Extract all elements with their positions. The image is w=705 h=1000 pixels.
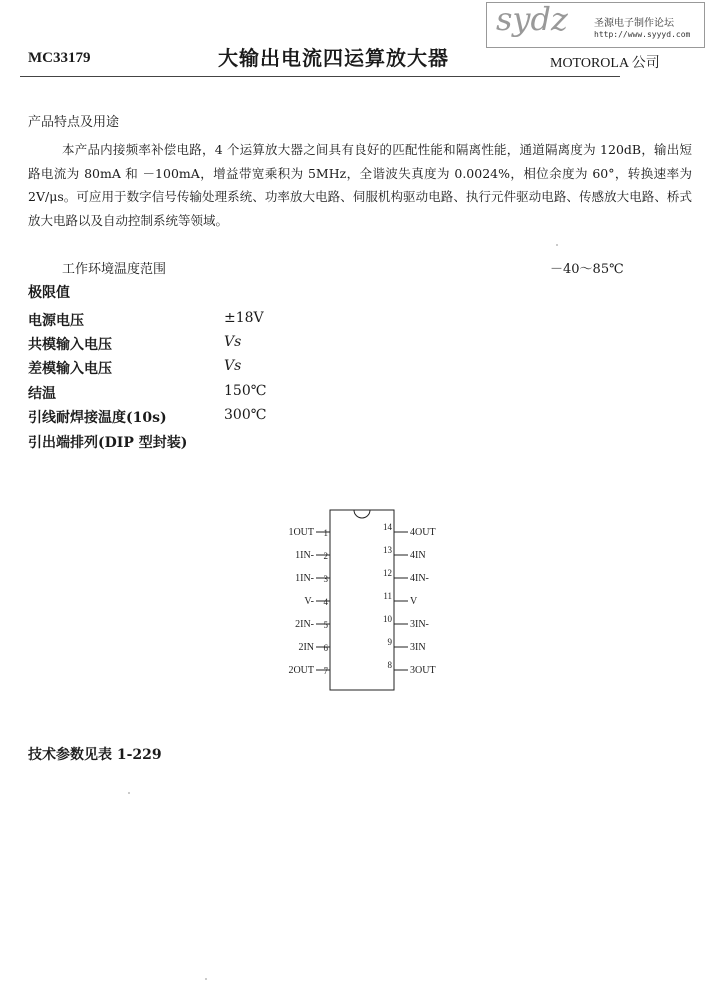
pin-label: 3OUT [410,665,436,676]
pin-number: 3 [323,574,328,584]
temp-range-value: －40～85℃ [550,262,624,277]
pin-number: 11 [383,591,392,601]
parameter-table-reference: 技术参数见表 1-229 [28,747,162,763]
features-heading: 产品特点及用途 [28,115,120,130]
limit-value-common-mode: Vs [224,334,242,350]
scan-speck [128,792,130,794]
pinout-heading: 引出端排列(DIP 型封装) [28,435,188,451]
pin-label: 4OUT [410,527,436,538]
pin-label: V- [304,596,314,607]
pin-label: 2OUT [288,665,314,676]
limit-label-common-mode: 共模输入电压 [28,337,112,353]
watermark-url: http://www.syyyd.com [594,30,691,39]
pin-number: 9 [387,637,392,647]
limit-value-supply-voltage: ±18V [224,310,264,326]
manufacturer: MOTOROLA 公司 [550,56,660,71]
limits-heading: 极限值 [28,285,70,301]
scan-speck [205,978,207,980]
limit-label-junction-temp: 结温 [28,386,56,402]
watermark-logo: sydz [496,0,568,38]
pin-label: V [410,596,418,607]
limit-label-differential: 差模输入电压 [28,361,112,377]
page-title: 大输出电流四运算放大器 [218,46,449,70]
pin-label: 1OUT [288,527,314,538]
pin-number: 13 [383,545,392,555]
temp-range-label: 工作环境温度范围 [62,262,167,277]
pin-label: 1IN- [295,550,314,561]
header-rule [20,76,620,77]
pin-number: 5 [323,620,328,630]
pin-label: 1IN- [295,573,314,584]
pin-number: 12 [383,568,392,578]
limit-label-solder-temp: 引线耐焊接温度(10s) [28,410,167,426]
pin-label: 4IN [410,550,426,561]
limit-label-supply-voltage: 电源电压 [28,313,84,329]
scan-speck [556,244,558,246]
limit-value-junction-temp: 150℃ [224,383,267,399]
pin-number: 8 [387,660,392,670]
pin-label: 3IN [410,642,426,653]
chip-notch [354,510,370,518]
pin-label: 4IN- [410,573,429,584]
pin-number: 1 [323,528,328,538]
pin-label: 2IN- [295,619,314,630]
pin-number: 10 [383,614,392,624]
watermark-site-name: 圣源电子制作论坛 [594,18,674,29]
pin-number: 7 [323,666,328,676]
pin-label: 3IN- [410,619,429,630]
pin-number: 4 [323,597,328,607]
dip-package-diagram [270,505,470,695]
pin-number: 6 [323,643,328,653]
pin-number: 14 [383,522,392,532]
limit-value-differential: Vs [224,358,242,374]
pin-number: 2 [323,551,328,561]
limit-value-solder-temp: 300℃ [224,407,267,423]
part-number: MC33179 [28,50,91,66]
features-paragraph: 本产品内接频率补偿电路，4 个运算放大器之间具有良好的匹配性能和隔离性能，通道隔离度为 120dB，输出短路电流为 80mA 和 －100mA，增益带宽乘积为 5MHz，全谐波失真度为 0.0024%，相位余度为 60°，转换速率为 2V/μs。可应用于数字信号传输处理系统、功率放大电路、伺服机构驱动电路、执行元件驱动电路、传感放大电路、桥式放大电路以及自动控制系统等领域。 [28,142,692,228]
pin-label: 2IN [298,642,314,653]
